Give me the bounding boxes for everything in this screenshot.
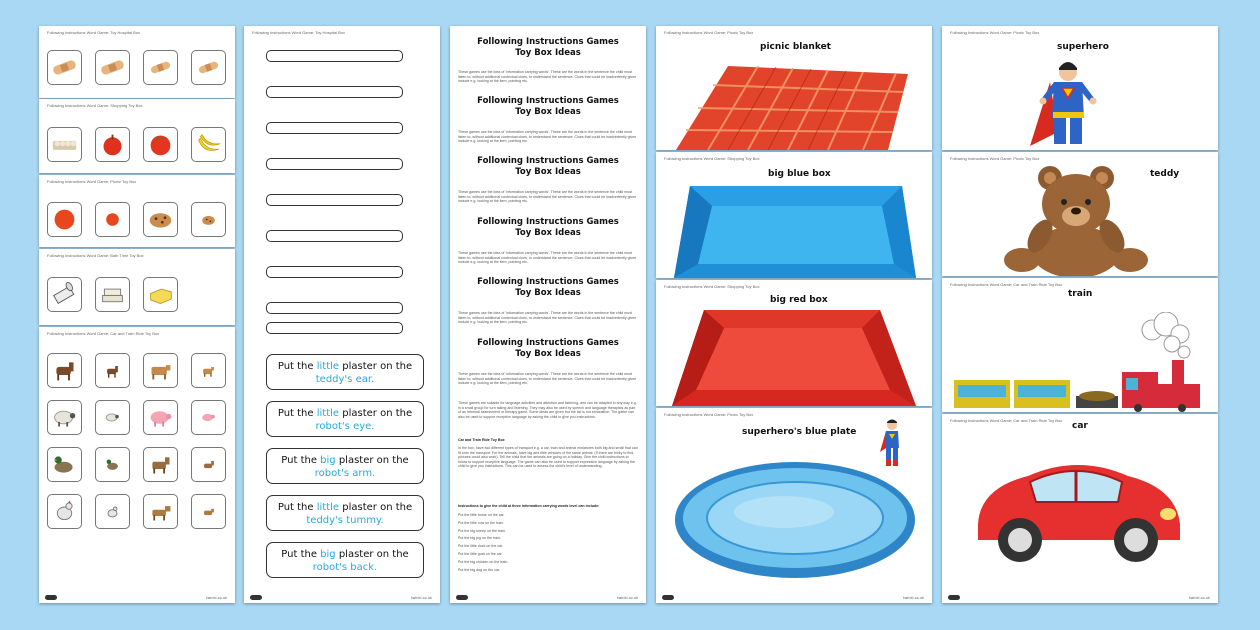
folded-towels-card	[95, 277, 130, 312]
card-label: big blue box	[768, 169, 831, 179]
little-chicken-card	[95, 494, 130, 529]
twinkl-logo	[250, 595, 262, 600]
big-cow-card	[143, 353, 178, 388]
plaster-icon	[147, 54, 174, 81]
little-cow-card	[191, 353, 226, 388]
instruction-card	[266, 401, 424, 437]
page-title	[450, 37, 646, 59]
cookie-icon	[195, 206, 222, 233]
twinkl-logo	[45, 595, 57, 600]
towel-roll-icon	[51, 281, 78, 308]
title-line: Toy Box Ideas	[515, 107, 581, 117]
little-dog-card	[191, 494, 226, 529]
plaster-card	[95, 50, 130, 85]
title-line: Following Instructions Games	[477, 156, 619, 166]
instruction-strip	[266, 194, 403, 206]
col1-sheet-2	[39, 99, 235, 173]
sheet-header: Following Instructions Word Game: Shopping Toy Box	[47, 103, 143, 108]
instruction-card	[266, 354, 424, 390]
instruction-strip	[266, 158, 403, 170]
adjective: big	[320, 549, 336, 560]
text: plaster on the	[339, 361, 413, 372]
orange-icon	[51, 206, 78, 233]
col5-sheet-3	[942, 278, 1218, 412]
plaster-icon	[195, 54, 222, 81]
pig-icon	[195, 404, 222, 431]
sheet-header: Following Instructions Word Game: Car and Train Ride Toy Box	[950, 418, 1063, 423]
page-title	[450, 156, 646, 178]
little-horse-card	[95, 353, 130, 388]
list-item: Put the big sheep on the train.	[458, 528, 506, 533]
duck-icon	[51, 451, 78, 478]
big-orange-card	[47, 202, 82, 237]
text: Put the	[281, 455, 321, 466]
intro-paragraph-2: These games are suitable for language activities and attention and listening, and can be adapted in any way e.g. in a small group for turn taking and listening. They may also be used by speech and language therapists as part of an informal assessment or therapy game. Some ideas are given but the list is not exhaustive. The game can also be used to support receptive language by asking the child to give you instructions.	[458, 401, 637, 419]
little-goat-card	[191, 447, 226, 482]
adjective: little	[316, 408, 340, 419]
horse-icon	[99, 357, 126, 384]
intro-paragraph: These games use the idea of 'information carrying words'. These are the words in the sentence the child must listen to, without additional contextual clues, to understand the sentence. Clues that could be inadvertently given include e.g. looking at the item, pointing etc.	[458, 190, 637, 203]
instruction-strip	[266, 266, 403, 278]
sheet-header: Following Instructions Word Game: Shopping Toy Box	[664, 284, 760, 289]
object: robot's eye.	[315, 421, 375, 432]
cow-icon	[147, 357, 174, 384]
instruction-strip	[266, 302, 403, 314]
towels-icon	[99, 281, 126, 308]
list-item: Put the little goat on the car.	[458, 551, 503, 556]
plaster-card	[191, 50, 226, 85]
sheet-header: Following Instructions Word Game: Car and Train Ride Toy Box	[47, 331, 160, 336]
section-paragraph: In the box, have two different types of transport e.g. a car, train and animal miniatures both big and small that can fit onto the transport. For the animals, have big and little versions of the same animal. (If there are tricky to find, pictures could also work). Tell the child that the animals are going on a holiday. Give the child instructions to follow to support receptive language. The game can also be used to support expressive language by asking the child to give you instructions. This can be used to assess the child's level of understanding.	[458, 446, 638, 469]
card-label: superhero's blue plate	[742, 427, 857, 437]
list-item: Put the big pig on the train.	[458, 536, 501, 541]
object: teddy's tummy.	[306, 515, 384, 526]
list-item: Put the big dog on the car.	[458, 567, 500, 572]
sheep-icon	[99, 404, 126, 431]
goat-icon	[147, 451, 174, 478]
col1-sheet-4	[39, 249, 235, 325]
col5-sheet-1	[942, 26, 1218, 150]
intro-paragraph: These games use the idea of 'information carrying words'. These are the words in the sentence the child must listen to, without additional contextual clues, to understand the sentence. Clues that could be inadvertently given include e.g. looking at the item, pointing etc.	[458, 251, 637, 264]
sheet-header: Following Instructions Word Game: Toy Hospital Box	[252, 30, 346, 35]
goat-icon	[195, 451, 222, 478]
list-item: Put the big chicken on the train.	[458, 559, 509, 564]
instruction-strip	[266, 86, 403, 98]
card-label: teddy	[1150, 169, 1180, 179]
page-title	[450, 277, 646, 299]
little-pig-card	[191, 400, 226, 435]
col5-sheet-2	[942, 152, 1218, 276]
list-heading: Instructions to give the child at three information carrying words level can include:	[458, 504, 600, 508]
plaster-icon	[99, 54, 126, 81]
sheet-header: Following Instructions Word Game: Car and Train Ride Toy Box	[950, 282, 1063, 287]
intro-paragraph: These games use the idea of 'information carrying words'. These are the words in the sentence the child must listen to, without additional contextual clues, to understand the sentence. Clues that could be inadvertently given include e.g. looking at the item, pointing etc.	[458, 130, 637, 143]
cow-icon	[195, 357, 222, 384]
chicken-icon	[99, 498, 126, 525]
text: plaster on the	[335, 455, 409, 466]
title-line: Following Instructions Games	[477, 217, 619, 227]
adjective: big	[320, 455, 336, 466]
col4-sheet-4	[656, 408, 932, 603]
dog-icon	[195, 498, 222, 525]
plaster-card	[47, 50, 82, 85]
footer-url: twinkl.co.uk	[206, 596, 227, 600]
title-line: Toy Box Ideas	[515, 228, 581, 238]
text: plaster on the	[339, 408, 413, 419]
sheet-header: Following Instructions Word Game: Picnic Toy Box	[664, 412, 754, 417]
little-orange-card	[95, 202, 130, 237]
text: Put the	[277, 408, 317, 419]
footer-url: twinkl.co.uk	[903, 596, 924, 600]
eggs-card	[47, 127, 82, 162]
card-label: car	[1072, 421, 1088, 431]
sheep-icon	[51, 404, 78, 431]
train-image	[952, 312, 1208, 412]
plaster-icon	[51, 54, 78, 81]
instruction-strip	[266, 322, 403, 334]
title-line: Following Instructions Games	[477, 96, 619, 106]
twinkl-logo	[456, 595, 468, 600]
list-item: Put the little cow on the train.	[458, 520, 505, 525]
col3-sheet	[450, 26, 646, 603]
big-duck-card	[47, 447, 82, 482]
sponge-icon	[147, 281, 174, 308]
little-duck-card	[95, 447, 130, 482]
text: Put the	[277, 361, 317, 372]
footer-url: twinkl.co.uk	[617, 596, 638, 600]
intro-paragraph: These games use the idea of 'information carrying words'. These are the words in the sentence the child must listen to, without additional contextual clues, to understand the sentence. Clues that could be inadvertently given include e.g. looking at the item, pointing etc.	[458, 70, 637, 83]
col4-sheet-2	[656, 152, 932, 278]
red-box-image	[670, 310, 920, 406]
teddy-image	[1002, 164, 1150, 276]
instruction-strip	[266, 230, 403, 242]
cookie-icon	[147, 206, 174, 233]
big-goat-card	[143, 447, 178, 482]
bananas-card	[191, 127, 226, 162]
towel-roll-card	[47, 277, 82, 312]
bananas-icon	[195, 131, 222, 158]
sheet-header: Following Instructions Word Game: Picnic Toy Box	[950, 156, 1040, 161]
page-title	[450, 96, 646, 118]
instruction-card	[266, 448, 424, 484]
title-line: Following Instructions Games	[477, 277, 619, 287]
object: robot's arm.	[314, 468, 376, 479]
title-line: Following Instructions Games	[477, 338, 619, 348]
plaster-card	[143, 50, 178, 85]
card-label: big red box	[770, 295, 828, 305]
instruction-card	[266, 495, 424, 531]
little-sheep-card	[95, 400, 130, 435]
instruction-card	[266, 542, 424, 578]
picnic-blanket-image	[668, 60, 918, 150]
text: Put the	[277, 502, 317, 513]
page-title	[450, 217, 646, 239]
text: Put the	[281, 549, 321, 560]
object: robot's back.	[312, 562, 378, 573]
sheet-header: Following Instructions Word Game: Toy Hospital Box	[47, 30, 141, 35]
col1-sheet-3	[39, 175, 235, 247]
sponge-card	[143, 277, 178, 312]
text: plaster on the	[339, 502, 413, 513]
col2-sheet	[244, 26, 440, 603]
superhero-image	[1024, 58, 1112, 150]
pig-icon	[147, 404, 174, 431]
intro-paragraph: These games use the idea of 'information carrying words'. These are the words in the sentence the child must listen to, without additional contextual clues, to understand the sentence. Clues that could be inadvertently given include e.g. looking at the item, pointing etc.	[458, 372, 637, 386]
big-chicken-card	[47, 494, 82, 529]
horse-icon	[51, 357, 78, 384]
car-image	[968, 454, 1190, 566]
col4-sheet-1	[656, 26, 932, 150]
card-label: superhero	[1057, 42, 1109, 52]
big-pig-card	[143, 400, 178, 435]
instruction-strip	[266, 50, 403, 62]
footer-url: twinkl.co.uk	[1189, 596, 1210, 600]
apple-icon	[99, 131, 126, 158]
sheet-header: Following Instructions Word Game: Picnic Toy Box	[664, 30, 754, 35]
title-line: Toy Box Ideas	[515, 288, 581, 298]
tomato-card	[143, 127, 178, 162]
list-item: Put the little duck on the car.	[458, 544, 504, 549]
footer-url: twinkl.co.uk	[411, 596, 432, 600]
page-title	[450, 338, 646, 360]
card-label: picnic blanket	[760, 42, 831, 52]
adjective: little	[316, 502, 340, 513]
section-heading: Car and Train Ride Toy Box	[458, 438, 505, 442]
apple-card	[95, 127, 130, 162]
sheet-header: Following Instructions Word Game: Bath Time Toy Box	[47, 253, 144, 258]
sheet-header: Following Instructions Word Game: Shopping Toy Box	[664, 156, 760, 161]
sheet-header: Following Instructions Word Game: Picnic Toy Box	[47, 179, 137, 184]
intro-paragraph: These games use the idea of 'information carrying words'. These are the words in the sentence the child must listen to, without additional contextual clues, to understand the sentence. Clues that could be inadvertently given include e.g. looking at the item, pointing etc.	[458, 311, 637, 324]
title-line: Toy Box Ideas	[515, 48, 581, 58]
duck-icon	[99, 451, 126, 478]
big-dog-card	[143, 494, 178, 529]
twinkl-logo	[662, 595, 674, 600]
text: plaster on the	[335, 549, 409, 560]
card-label: train	[1068, 289, 1093, 299]
orange-icon	[99, 206, 126, 233]
instruction-strip	[266, 122, 403, 134]
blue-box-image	[672, 186, 918, 278]
adjective: little	[316, 361, 340, 372]
sheet-header: Following Instructions Word Game: Picnic Toy Box	[950, 30, 1040, 35]
big-cookie-card	[143, 202, 178, 237]
col4-sheet-3	[656, 280, 932, 406]
list-item: Put the little horse on the car.	[458, 513, 505, 517]
col5-sheet-4	[942, 414, 1218, 603]
blue-plate-image	[674, 460, 916, 580]
big-sheep-card	[47, 400, 82, 435]
twinkl-logo	[948, 595, 960, 600]
chicken-icon	[51, 498, 78, 525]
big-horse-card	[47, 353, 82, 388]
tomato-icon	[147, 131, 174, 158]
eggs-icon	[51, 131, 78, 158]
dog-icon	[147, 498, 174, 525]
object: teddy's ear.	[315, 374, 375, 385]
col1-sheet-1	[39, 26, 235, 98]
little-cookie-card	[191, 202, 226, 237]
title-line: Toy Box Ideas	[515, 349, 581, 359]
title-line: Toy Box Ideas	[515, 167, 581, 177]
instruction-list	[458, 512, 638, 574]
title-line: Following Instructions Games	[477, 37, 619, 47]
col1-sheet-5	[39, 327, 235, 603]
